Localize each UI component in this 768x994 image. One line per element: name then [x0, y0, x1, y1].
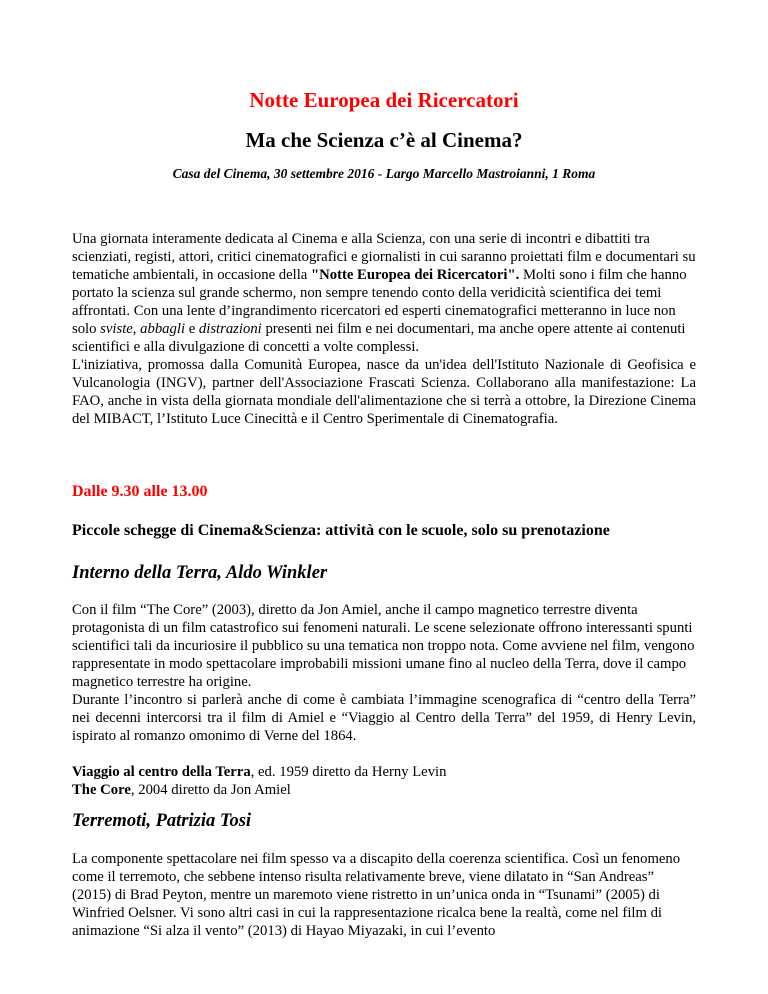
event-venue: Casa del Cinema, 30 settembre 2016 - Largo Marcello Mastroianni, 1 Roma — [172, 166, 596, 181]
film-2-info: , 2004 diretto da Jon Amiel — [130, 782, 291, 798]
film-1-info: , ed. 1959 diretto da Herny Levin — [250, 764, 447, 780]
talk-1-film-list — [72, 763, 696, 799]
intro-event-name: "Notte Europea dei Ricercatori". — [310, 267, 520, 283]
event-title: Notte Europea dei Ricercatori — [249, 88, 519, 112]
intro-italic-distrazioni: distrazioni — [198, 321, 262, 337]
intro-italic-abbagli: abbagli — [140, 321, 186, 337]
film-1-title: Viaggio al centro della Terra — [72, 764, 251, 780]
talk-1-paragraph-1: Con il film “The Core” (2003), diretto da Jon Amiel, anche il campo magnetico terrestre diventa protagonista di un film catastrofico sui fenomeni naturali. Le scene selezionate offrono interessanti spunti scientifici tali da incuriosire il pubblico su una tematica non troppo nota. Come avviene nel film, vengono rappresentate in modo spettacolare improbabili missioni umane fino al nucleo della Terra, dove il campo magnetico terrestre ha origine. — [72, 602, 695, 690]
intro-text-a: Una giornata interamente dedicata al Cinema e alla Scienza, con una serie di incontri e dibattiti tra scienziati, registi, attori, critici cinematografici e giornalisti in cui saranno proiettati film e documentari su tematiche ambientali, in occasione della — [72, 231, 696, 283]
talk-2-paragraph-1: La componente spettacolare nei film spesso va a discapito della coerenza scientifica. Così un fenomeno come il terremoto, che sebbene intenso risulta relativamente breve, viene dilatato in “San Andreas” (2015) di Brad Peyton, mentre un maremoto viene ristretto in un’unica onda in “Tsunami” (2005) di Winfried Oelsner. Vi sono altri casi in cui la rappresentazione ricalca bene la realtà, come nel film di animazione “Si alza il vento” (2013) di Hayao Miyazaki, in cui l’evento — [72, 851, 681, 939]
intro-text-b: Molti sono i film che hanno portato la scienza sul grande schermo, non sempre tenendo conto della veridicità scientifica dei temi affrontati. Con una lente d’ingrandimento ricercatori ed esperti cinematografici metteranno in luce non solo — [72, 267, 687, 337]
intro-italic-sviste: sviste — [100, 321, 133, 337]
intro-paragraph-1 — [72, 230, 696, 356]
intro-text-c: presenti nei film e nei documentari, ma anche opere attente ai contenuti scientifici e alla divulgazione di concetti a volte complessi. — [72, 321, 686, 355]
activity-heading: Piccole schegge di Cinema&Scienza: attività con le scuole, solo su prenotazione — [72, 522, 610, 539]
time-slot-heading: Dalle 9.30 alle 13.00 — [72, 483, 208, 500]
talk-1-paragraph-2: Durante l’incontro si parlerà anche di come è cambiata l’immagine scenografica di “centro della Terra” nei decenni intercorsi tra il film di Amiel e “Viaggio al Centro della Terra” del 1959, di Henry Levin, ispirato al romanzo omonimo di Verne del 1864. — [72, 692, 696, 744]
talk-1-title: Interno della Terra, Aldo Winkler — [72, 563, 328, 583]
film-2-title: The Core — [72, 782, 131, 798]
talk-2-title: Terremoti, Patrizia Tosi — [72, 811, 252, 831]
intro-paragraph-2: L'iniziativa, promossa dalla Comunità Europea, nasce da un'idea dell'Istituto Nazionale di Geofisica e Vulcanologia (INGV), partner dell'Associazione Frascati Scienza. Collaborano alla manifestazione: La FAO, anche in vista della giornata mondiale dell'alimentazione che si terrà a ottobre, la Direzione Cinema del MIBACT, l’Istituto Luce Cinecittà e il Centro Sperimentale di Cinematografia. — [72, 357, 696, 427]
event-subtitle: Ma che Scienza c’è al Cinema? — [245, 128, 523, 152]
intro-sep-1: , — [132, 321, 141, 337]
intro-sep-2: e — [185, 321, 199, 337]
